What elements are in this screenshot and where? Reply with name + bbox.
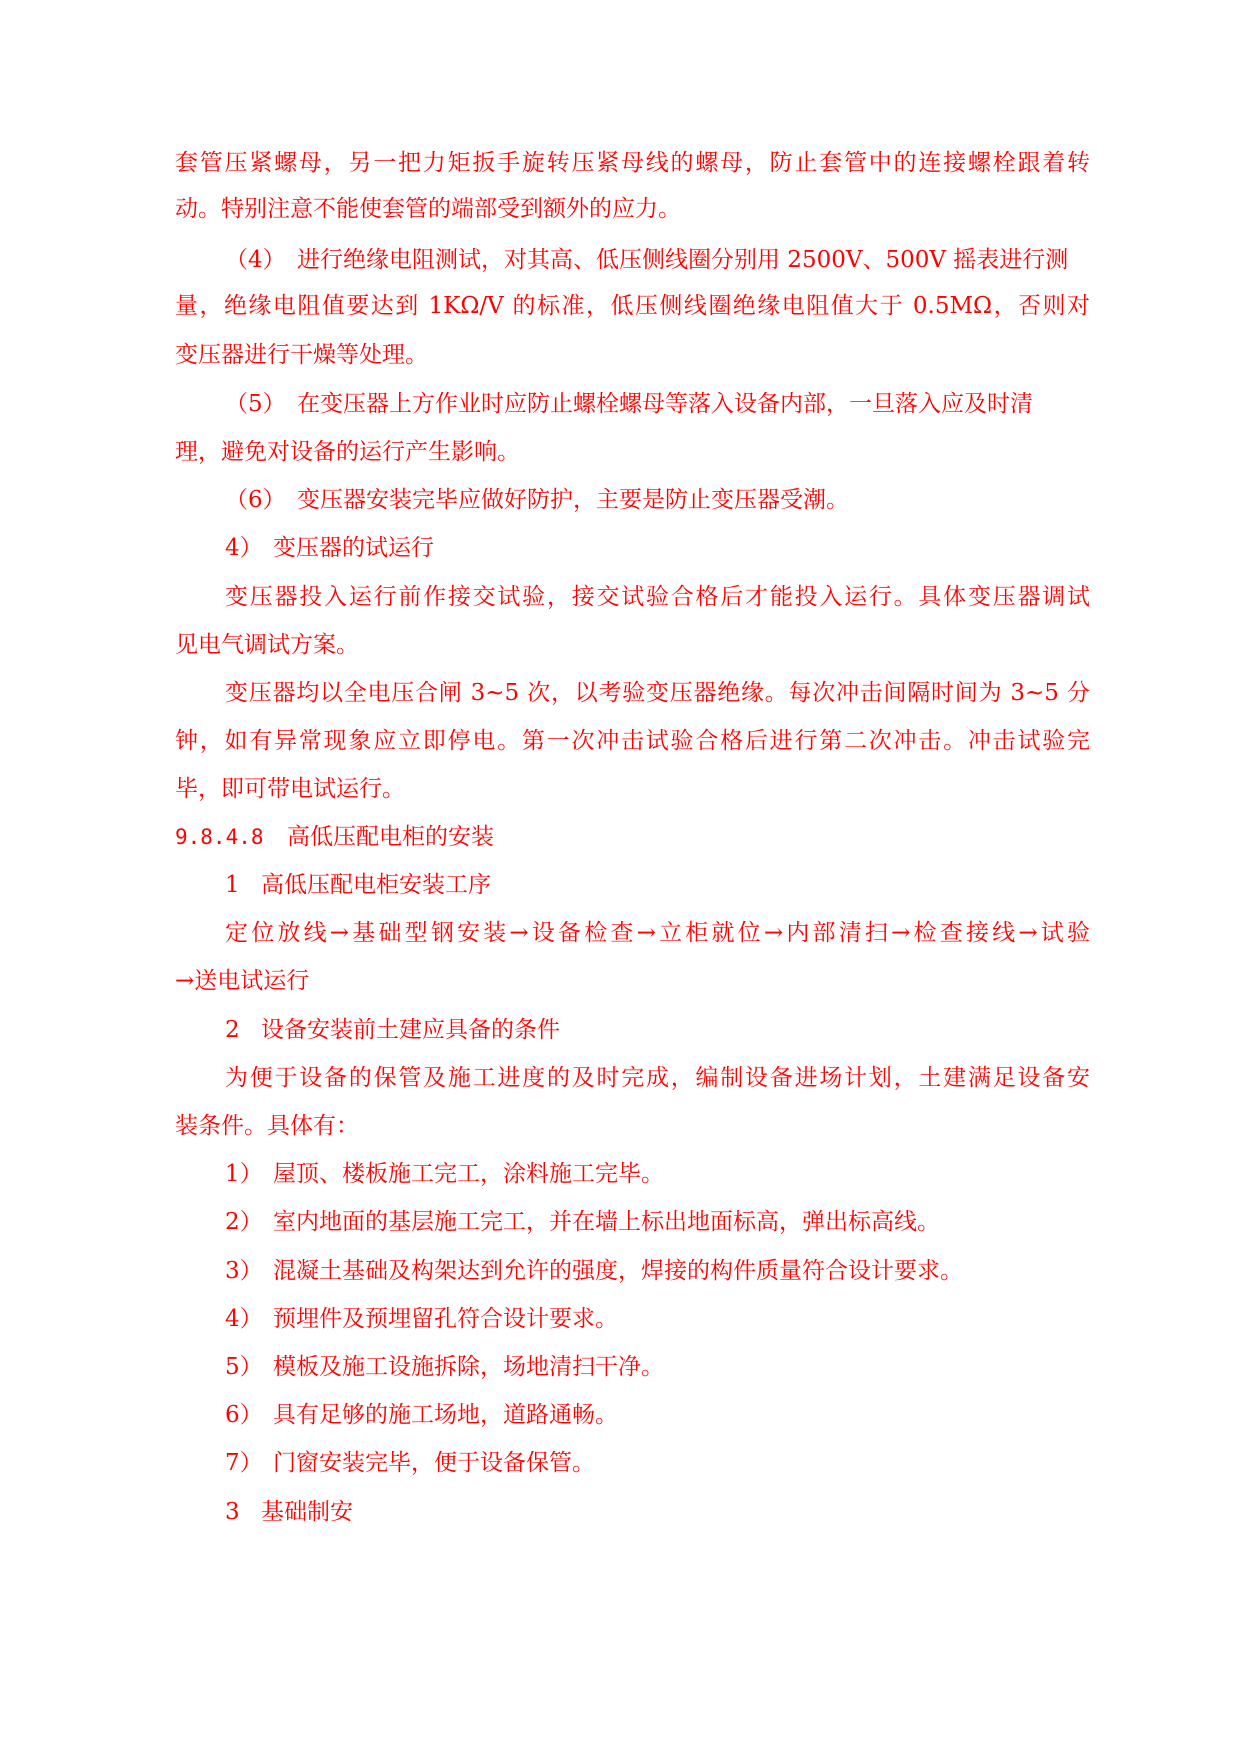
line-text: 屋顶、楼板施工完工，涂料施工完毕。 bbox=[273, 1161, 664, 1187]
item-number: 2） bbox=[225, 1209, 263, 1235]
line-text: 理，避免对设备的运行产生影响。 bbox=[175, 439, 520, 465]
line-text: 混凝土基础及构架达到允许的强度，焊接的构件质量符合设计要求。 bbox=[273, 1258, 963, 1284]
list-item bbox=[225, 1159, 1241, 1189]
list-item bbox=[225, 1352, 1241, 1382]
paragraph-line bbox=[225, 678, 1090, 708]
list-item bbox=[225, 1448, 1241, 1478]
section-heading bbox=[175, 822, 1241, 852]
line-text: 进行绝缘电阻测试，对其高、低压侧线圈分别用 2500V、500V 摇表进行测 bbox=[297, 247, 1069, 273]
line-text: 为便于设备的保管及施工进度的及时完成，编制设备进场计划，土建满足设备安 bbox=[225, 1065, 1090, 1091]
list-item bbox=[225, 1207, 1241, 1237]
line-text: 门窗安装完毕，便于设备保管。 bbox=[273, 1450, 595, 1476]
item-number: （5） bbox=[225, 391, 286, 417]
paragraph-line bbox=[175, 726, 1090, 756]
paragraph-line bbox=[175, 148, 1090, 178]
subsection-heading bbox=[225, 1497, 1241, 1527]
item-number: 1） bbox=[225, 1161, 263, 1187]
line-text: 室内地面的基层施工完工，并在墙上标出地面标高，弹出标高线。 bbox=[273, 1209, 940, 1235]
line-text: →送电试运行 bbox=[175, 968, 310, 994]
line-text: 动。特别注意不能使套管的端部受到额外的应力。 bbox=[175, 196, 681, 222]
item-number: 3） bbox=[225, 1258, 263, 1284]
list-item bbox=[225, 1304, 1241, 1334]
line-text: 高低压配电柜安装工序 bbox=[261, 872, 491, 898]
line-text: 具有足够的施工场地，道路通畅。 bbox=[273, 1402, 618, 1428]
line-text: 基础制安 bbox=[261, 1499, 353, 1525]
line-text: 设备安装前土建应具备的条件 bbox=[261, 1017, 560, 1043]
line-text: 见电气调试方案。 bbox=[175, 632, 359, 658]
paragraph-line bbox=[225, 582, 1090, 612]
paragraph-line bbox=[175, 1111, 1241, 1141]
item-number: 1 bbox=[225, 872, 240, 898]
item-number: （4） bbox=[225, 247, 286, 273]
list-item-6 bbox=[225, 485, 1241, 515]
item-number: 4） bbox=[225, 535, 263, 561]
paragraph-line bbox=[175, 340, 1241, 370]
paragraph-line bbox=[175, 630, 1241, 660]
line-text: 定位放线→基础型钢安装→设备检查→立柜就位→内部清扫→检查接线→试验 bbox=[225, 920, 1090, 946]
line-text: 套管压紧螺母，另一把力矩扳手旋转压紧母线的螺母，防止套管中的连接螺栓跟着转 bbox=[175, 150, 1090, 176]
item-number: 4） bbox=[225, 1306, 263, 1332]
line-text: 预埋件及预埋留孔符合设计要求。 bbox=[273, 1306, 618, 1332]
paragraph-line bbox=[225, 1063, 1090, 1093]
list-item bbox=[225, 1256, 1241, 1286]
line-text: 变压器投入运行前作接交试验，接交试验合格后才能投入运行。具体变压器调试 bbox=[225, 584, 1090, 610]
subsection-heading bbox=[225, 533, 1241, 563]
line-text: 装条件。具体有： bbox=[175, 1113, 359, 1139]
item-number: （6） bbox=[225, 487, 286, 513]
subsection-heading bbox=[225, 870, 1241, 900]
item-number: 2 bbox=[225, 1017, 240, 1043]
list-item-5 bbox=[225, 389, 1241, 419]
list-item-4 bbox=[225, 245, 1241, 275]
paragraph-line bbox=[175, 966, 1241, 996]
item-number: 6） bbox=[225, 1402, 263, 1428]
line-text: 毕，即可带电试运行。 bbox=[175, 776, 405, 802]
paragraph-line bbox=[175, 291, 1090, 321]
line-text: 变压器均以全电压合闸 3~5 次，以考验变压器绝缘。每次冲击间隔时间为 3~5 分 bbox=[225, 680, 1090, 706]
paragraph-line bbox=[225, 918, 1090, 948]
line-text: 变压器进行干燥等处理。 bbox=[175, 342, 428, 368]
paragraph-line bbox=[175, 194, 1241, 224]
section-number: 9.8.4.8 bbox=[175, 825, 264, 849]
section-title: 高低压配电柜的安装 bbox=[287, 824, 494, 850]
subsection-heading bbox=[225, 1015, 1241, 1045]
list-item bbox=[225, 1400, 1241, 1430]
line-text: 变压器安装完毕应做好防护，主要是防止变压器受潮。 bbox=[297, 487, 849, 513]
line-text: 量，绝缘电阻值要达到 1KΩ/V 的标准，低压侧线圈绝缘电阻值大于 0.5MΩ，否则对 bbox=[175, 293, 1090, 319]
item-number: 3 bbox=[225, 1499, 240, 1525]
line-text: 在变压器上方作业时应防止螺栓螺母等落入设备内部，一旦落入应及时清 bbox=[297, 391, 1033, 417]
item-number: 5） bbox=[225, 1354, 263, 1380]
paragraph-line bbox=[175, 437, 1241, 467]
line-text: 模板及施工设施拆除，场地清扫干净。 bbox=[273, 1354, 664, 1380]
line-text: 钟，如有异常现象应立即停电。第一次冲击试验合格后进行第二次冲击。冲击试验完 bbox=[175, 728, 1090, 754]
item-number: 7） bbox=[225, 1450, 263, 1476]
paragraph-line bbox=[175, 774, 1241, 804]
line-text: 变压器的试运行 bbox=[273, 535, 434, 561]
